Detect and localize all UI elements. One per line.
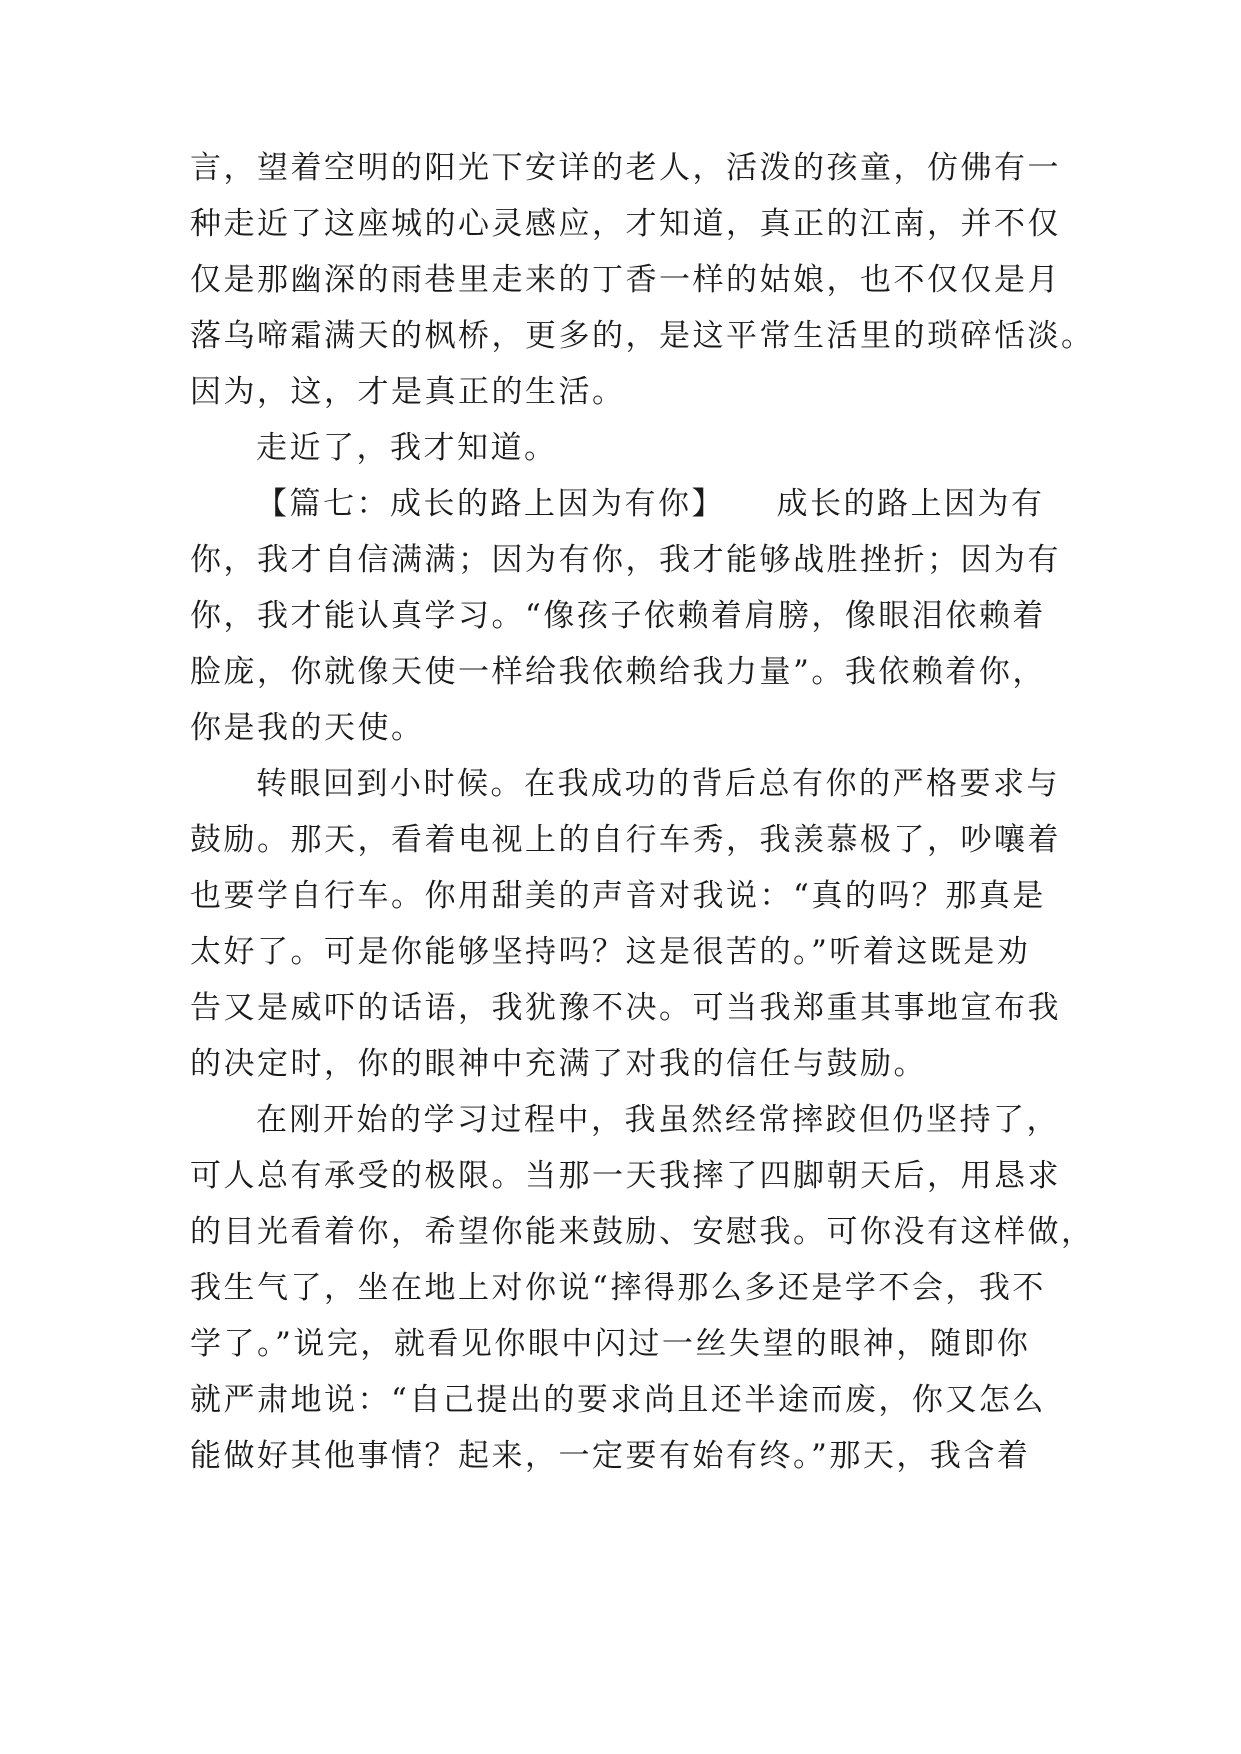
text-line: 鼓励。那天，看着电视上的自行车秀，我羡慕极了，吵嚷着: [190, 822, 1061, 858]
text-line: 你，我才能认真学习。“像孩子依赖着肩膀，像眼泪依赖着: [190, 598, 1046, 634]
text-line: 脸庞，你就像天使一样给我依赖给我力量”。我依赖着你，: [190, 654, 1046, 690]
text-line: 落乌啼霜满天的枫桥，更多的，是这平常生活里的琐碎恬淡。: [190, 318, 1095, 354]
text-line: 言，望着空明的阳光下安详的老人，活泼的孩童，仿佛有一: [190, 150, 1061, 186]
text-line: 就严肃地说：“自己提出的要求尚且还半途而废，你又怎么: [190, 1382, 1046, 1418]
text-line: 的决定时，你的眼神中充满了对我的信任与鼓励。: [190, 1046, 927, 1082]
text-line: 告又是威吓的话语，我犹豫不决。可当我郑重其事地宣布我: [190, 990, 1061, 1026]
text-line: 走近了，我才知道。: [256, 430, 558, 466]
text-line: 在刚开始的学习过程中，我虽然经常摔跤但仍坚持了，: [256, 1102, 1060, 1138]
section-heading-line: 【篇七：成长的路上因为有你】 成长的路上因为有: [256, 486, 1045, 522]
text-line: 我生气了，坐在地上对你说“摔得那么多还是学不会，我不: [190, 1270, 1046, 1306]
text-line: 种走近了这座城的心灵感应，才知道，真正的江南，并不仅: [190, 206, 1061, 242]
text-line: 的目光看着你，希望你能来鼓励、安慰我。可你没有这样做，: [190, 1214, 1095, 1250]
text-line: 你是我的天使。: [190, 710, 425, 746]
text-line: 学了。”说完，就看见你眼中闪过一丝失望的眼神，随即你: [190, 1326, 1031, 1362]
text-line: 你，我才自信满满；因为有你，我才能够战胜挫折；因为有: [190, 542, 1061, 578]
text-line: 因为，这，才是真正的生活。: [190, 374, 626, 410]
text-line: 转眼回到小时候。在我成功的背后总有你的严格要求与: [256, 766, 1060, 802]
text-line: 可人总有承受的极限。当那一天我摔了四脚朝天后，用恳求: [190, 1158, 1061, 1194]
text-line: 仅是那幽深的雨巷里走来的丁香一样的姑娘，也不仅仅是月: [190, 262, 1061, 298]
text-line: 能做好其他事情？起来，一定要有始有终。”那天，我含着: [190, 1438, 1031, 1474]
text-line: 也要学自行车。你用甜美的声音对我说：“真的吗？那真是: [190, 878, 1046, 914]
text-line: 太好了。可是你能够坚持吗？这是很苦的。”听着这既是劝: [190, 934, 1031, 970]
